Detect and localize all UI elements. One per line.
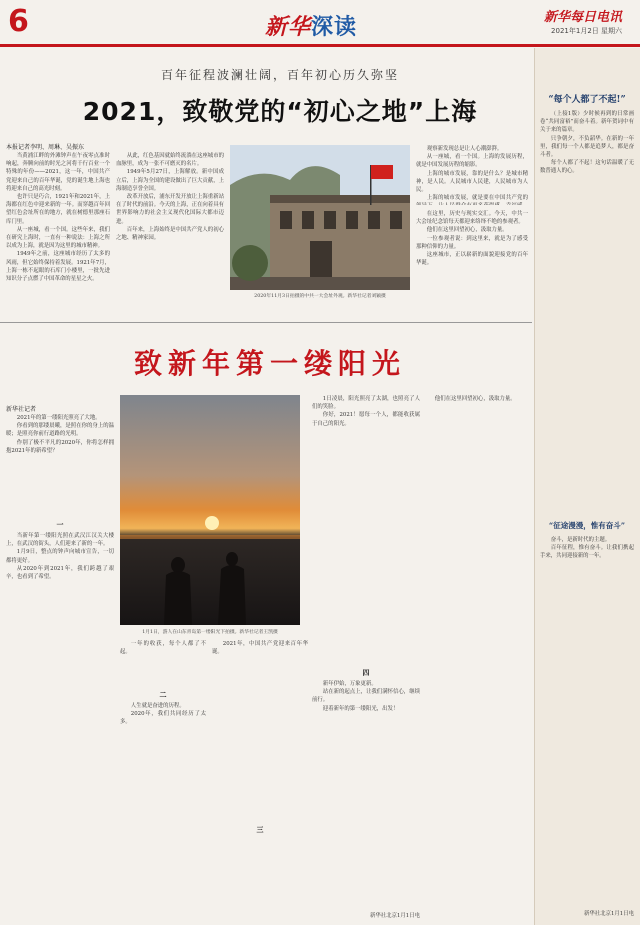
photo-caption: 2020年11月3日拍摄的中共一大会址外观。新华社记者刘颖摄 — [254, 294, 386, 299]
brand-logo: 新华每日电讯 — [543, 10, 622, 25]
bottom-headline: 致新年第一缕阳光 — [133, 347, 406, 380]
sunrise-illustration — [120, 395, 300, 625]
paragraph: 在这里，历史与现实交汇。今天，中共一大会址纪念馆每天都迎来络绎不绝的参观者。 — [416, 211, 528, 226]
memorial-hall-illustration — [230, 145, 410, 290]
article-column-1 — [6, 152, 110, 318]
paragraph: 新年伊始，万象更新。 — [322, 681, 377, 687]
paragraph: 百年征程，惟有奋斗。让我们携起手来，共同迎接新的一年。 — [540, 545, 634, 560]
paragraph: 2021年，中国共产党迎来百年华诞。 — [212, 641, 308, 656]
page-number: 6 — [8, 4, 29, 39]
paragraph: 人生就是奋进的历程。 — [130, 703, 185, 709]
paragraph: 从此，红色基因就始终流淌在这座城市的血脉里，成为一张不可磨灭的名片。 — [116, 153, 224, 168]
sidebar-title: “每个人都了不起!” — [548, 95, 626, 105]
bottom-footer: 新华社北京1月1日电 — [370, 913, 420, 919]
section-suffix: 深读 — [311, 14, 358, 40]
bottom-column-1 — [6, 414, 114, 514]
photo-caption: 1月1日，游人在山东青岛第一缕阳光下拍摄。新华社记者王凯摄 — [142, 630, 278, 635]
paragraph: 作别了极不平凡的2020年，你将怎样拥抱2021年的新希望？ — [6, 439, 114, 454]
paragraph: 上海的城市发展，就是要在中国共产党的 — [426, 195, 528, 202]
article-column-2 — [116, 152, 224, 318]
section-number-one: 一 — [56, 520, 64, 529]
article-headline: 2021，致敬党的“初心之地”上海 — [82, 97, 478, 126]
paragraph: 站在新的起点上，让我们满怀信心，继续前行。 — [312, 689, 420, 704]
paragraph: 上海的城市发展，靠的是什么？是城市精神，是人民。人民城市人民建，人民城市为人民。 — [416, 170, 528, 194]
paragraph: 他们在这里回望初心，汲取力量。 — [434, 396, 516, 402]
paragraph: 从一座城，看一个国。上海的发展历程，就是中国发展历程的缩影。 — [416, 154, 528, 169]
paragraph: 你看到的那缕晨曦，是照在你的身上的温暖；是照亮你前行道路的光明。 — [6, 423, 114, 438]
paragraph: 当黄浦江畔的外滩钟声在午夜零点准时响起，奔腾向前的时光之河将千行百业一个特殊的年份——2021，这一年，中国共产党迎来自己的百年华诞，党的诞生地上海也将迎来自己的高光时刻。 — [6, 153, 110, 192]
section-number-two: 二 — [159, 690, 167, 699]
article-column-4 — [416, 210, 528, 318]
section-number-three: 三 — [256, 825, 264, 834]
paragraph: 改革开放后，浦东开发开放让上海重新站在了时代的前沿。今天的上海，正在向着具有世界影响力的社会主义现代化国际大都市迈进。 — [116, 194, 224, 225]
paragraph: 一年的收获，每个人都了不起。 — [120, 641, 206, 656]
paragraph: 百年来，上海始终是中国共产党人的初心之地、精神家园。 — [116, 226, 224, 242]
sidebar-subtitle: “征途漫漫，惟有奋斗” — [548, 521, 626, 530]
bottom-column-1b — [6, 532, 114, 917]
paragraph: 2020年，我们共同经历了太多。 — [120, 711, 206, 726]
paragraph: 也许只是巧合，1921年和2021年，上海都在红色中迎来新的一年。而穿越百年回望红色会址所在的地方，就在树德里那座石库门里。 — [6, 194, 110, 225]
article-column-3 — [416, 145, 528, 205]
sidebar-text-2 — [540, 536, 634, 906]
paragraph: 你好，2021！愿每一个人，都能收获属于自己的阳光。 — [312, 412, 420, 427]
paragraph: 1949年5月27日，上海解放。新中国成立后，上海为全国的建设做出了巨大贡献，上海制造享誉全国。 — [116, 169, 224, 192]
paragraph: 奋斗，是新时代的主题。 — [550, 537, 611, 543]
sidebar-text-1 — [540, 110, 634, 515]
bottom-column-2b — [120, 702, 206, 917]
photo-sunrise — [120, 395, 300, 625]
section-divider — [0, 322, 532, 323]
paragraph: 迎着新年的第一缕阳光，出发！ — [322, 705, 399, 712]
paragraph: 当新年第一缕阳光照在武汉江汉关大楼上，在武汉的街头，人们迎来了新的一年。 — [6, 533, 114, 548]
paragraph: 1949年之前，这座城市经历了太多的风雨，但它始终保持着发展。1921年7月，上海一栋不起眼的石库门小楼里，一批先进知识分子点燃了中国革命的星星之火。 — [6, 251, 110, 283]
paragraph: 2021年的第一缕阳光照亮了大地。 — [16, 415, 101, 421]
paragraph: 他们在这里回望初心，汲取力量。 — [426, 227, 508, 234]
header-rule — [0, 44, 640, 47]
sidebar-footer: 新华社北京1月1日电 — [584, 911, 634, 917]
section-number-four: 四 — [362, 668, 370, 677]
bottom-column-5 — [424, 395, 528, 915]
bottom-column-3a — [212, 640, 308, 917]
paragraph: 1日凌晨，阳光照亮了太湖，也照亮了人们的笑脸。 — [312, 396, 420, 411]
bottom-column-4 — [312, 680, 420, 910]
article-byline: 本报记者李明、周琳、吴振东 — [6, 144, 85, 151]
paragraph: 这座城市，正以崭新的面貌迎接党的百年华诞。 — [416, 252, 528, 267]
paragraph: 从一座城，看一个国。这些年来，我们在研究上海时，一直有一种说法：上海之所以成为上海，就是因为这里的城市精神。 — [6, 226, 110, 250]
section-prefix: 新华 — [265, 14, 312, 40]
article-kicker: 百年征程波澜壮阔，百年初心历久弥坚 — [160, 68, 399, 82]
paragraph: （上接1版）少时候再到的日常画卷“共同富裕”而奋斗着。新年贺词中有关于来的篇章。 — [540, 111, 634, 134]
bottom-byline: 新华社记者 — [6, 406, 37, 413]
paragraph: 观察新发现总是让人心潮澎湃。 — [426, 146, 503, 152]
section-title — [265, 10, 357, 41]
page-header — [0, 0, 640, 46]
photo-memorial-hall — [230, 145, 410, 290]
paragraph: 从2020年到2021年，我们跨越了艰辛，也看到了希望。 — [6, 565, 114, 581]
issue-date: 2021年1月2日 星期六 — [551, 27, 622, 35]
paragraph: 每个人都了不起！这句话温暖了无数普通人的心。 — [540, 160, 634, 175]
paragraph: 1月9日，整点的钟声向城市宣告，一切都将更好。 — [6, 549, 114, 564]
bottom-column-2a — [120, 640, 206, 680]
paragraph: 一位参观者说：到这里来，就是为了感受那种信仰的力量。 — [416, 235, 528, 250]
bottom-column-3 — [312, 395, 420, 595]
paragraph: 只争朝夕，不负韶华。在新的一年里，我们每一个人都是追梦人，都是奋斗者。 — [540, 135, 634, 159]
